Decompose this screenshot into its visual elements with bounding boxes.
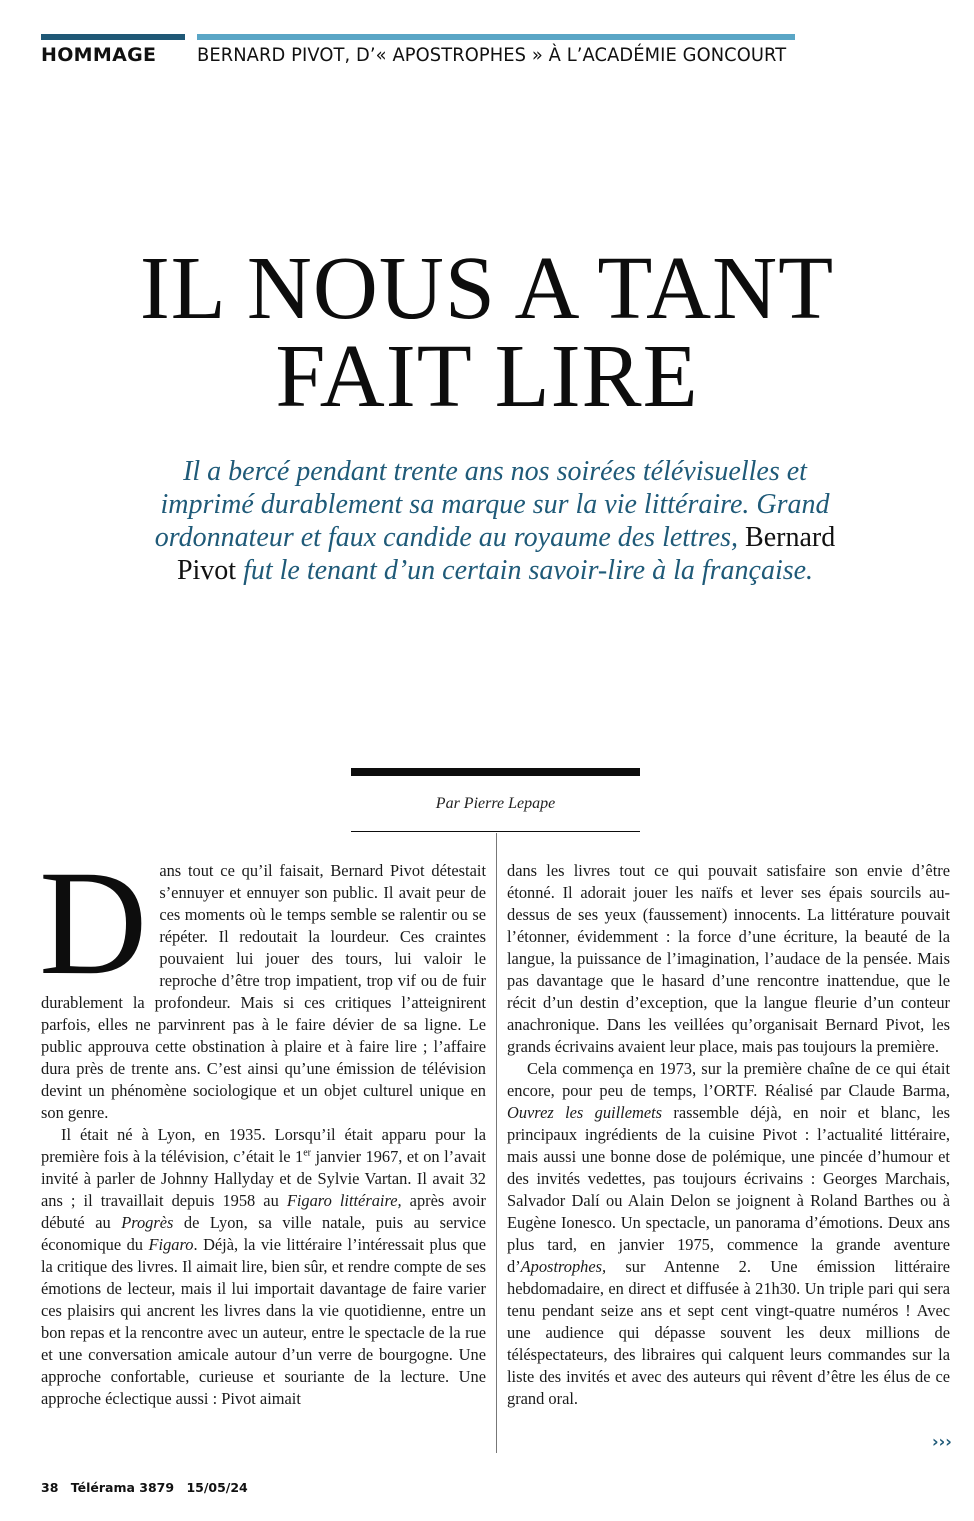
paragraph-text: de Lyon, sa ville natale, puis au service économique du xyxy=(41,1213,486,1254)
paragraph xyxy=(41,1124,486,1410)
paragraph-text: dans les livres tout ce qui pouvait satisfaire son envie d’être étonné. Il adorait jouer les naïfs et lever ses épais sourcils au-dessus de ses yeux (faussement) innocents. La littérature pouvait l’étonner, évidemment : la force d’une écriture, la beauté de la langue, la puissance de l’imagination, l’audace de la pensée. Mais pas davantage que le hasard d’une rencontre inattendue, que le récit d’un destin d’exception, que la langue fleurie d’un conteur anachronique. Dans les veillées qu’organisait Bernard Pivot, les grands écrivains avaient leur place, mais pas toujours la première. xyxy=(507,861,950,1056)
paragraph-text: après avoir débuté au xyxy=(41,1191,487,1232)
paragraph-text: sur Antenne 2. Une émission littéraire hebdomadaire, en direct et diffusée à 21h30. Un triple pari qui sera tenu pendant seize ans et sept cent vingt-quatre numéros ! Avec une audience qui dépasse souvent les deux millions de téléspectateurs, des libraires qui calquent leurs commandes sur la liste des invités et avec des auteurs qui rêvent d’être les élus de ce grand oral. xyxy=(507,1257,950,1408)
drop-cap: D xyxy=(39,840,148,1006)
section-bar xyxy=(41,34,185,40)
issue-date: 15/05/24 xyxy=(186,1480,248,1495)
paragraph-text: . Déjà, la vie littéraire l’intéressait plus que la critique des livres. Il aimait lire, bien sûr, et rendre compte de ses émotions de lecteur, mais il lui importait davantage de faire varier ces plaisirs qui ancrent les livres dans la vie quotidienne, entre un bon repas et la rencontre avec un auteur, entre le spectacle de la rue et une conversation amicale autour d’un verre de bourgogne. Une approche confortable, curieuse et souriante de la lecture. Une approche éclectique aussi : Pivot aimait xyxy=(41,1235,486,1408)
title-line-1: IL NOUS A TANT xyxy=(139,239,835,338)
magazine-issue: Télérama 3879 xyxy=(70,1480,175,1495)
topic-label: BERNARD PIVOT, D’« APOSTROPHES » À L’ACADÉMIE GONCOURT xyxy=(197,44,787,66)
article-lede xyxy=(150,455,840,587)
article-column-right xyxy=(507,860,950,1410)
byline-rule-thin xyxy=(351,831,640,832)
lede-subject-name: Bernard Pivot xyxy=(176,522,836,586)
publication-name: Figaro littéraire, xyxy=(286,1191,402,1210)
paragraph-text: janvier 1967, et on l’avait invité à parler de Johnny Hallyday et de Sylvie Vartan. Il avait 32 ans ; il travaillait depuis 1958 au xyxy=(41,1147,486,1210)
superscript: er xyxy=(303,1147,312,1159)
article-title xyxy=(0,239,974,426)
paragraph-text: rassemble déjà, en noir et blanc, les principaux ingrédients de la cuisine Pivot : l’actualité littéraire, mais aussi une bonne dose de polémique, une pincée d’humour et des invités vedettes, pas toujours écrivains : Georges Marchais, Salvador Dalí ou Alain Delon se joignent à Roland Barthes ou à Eugène Ionesco. Un spectacle, un panorama d’émotions. Deux ans plus tard, en janvier 1975, commence la grande aventure d’ xyxy=(507,1103,950,1276)
paragraph xyxy=(507,860,950,1058)
topic-bar xyxy=(197,34,795,40)
section-label: HOMMAGE xyxy=(41,44,157,66)
title-line-2: FAIT LIRE xyxy=(275,327,699,426)
paragraph xyxy=(39,840,486,1124)
show-title: Ouvrez les guillemets xyxy=(507,1103,663,1122)
publication-name: Progrès xyxy=(121,1213,174,1232)
byline-rule-thick xyxy=(351,768,640,776)
paragraph xyxy=(507,1058,950,1410)
page-number: 38 xyxy=(41,1480,59,1495)
column-divider xyxy=(496,833,497,1453)
byline: Par Pierre Lepape xyxy=(435,795,556,812)
paragraph-text: Cela commença en 1973, sur la première chaîne de ce qui était encore, pour peu de temps, l’ORTF. Réalisé par Claude Barma, xyxy=(507,1059,950,1100)
lede-text-2: fut le tenant d’un certain savoir-lire à la française. xyxy=(243,555,814,586)
continue-arrow-icon: ››› xyxy=(932,1432,952,1451)
paragraph-text: ans tout ce qu’il faisait, Bernard Pivot détestait s’ennuyer et ennuyer son public. Il avait peur de ces moments où le temps semble se ralentir ou se répéter. Il redoutait la lourdeur. Ces craintes pouvaient lui jouer des tours, lui valoir le reproche d’être trop impatient, trop vif ou de fuir durablement la profondeur. Mais si ces critiques l’atteignirent parfois, elles ne parvinrent pas à le faire dévier de sa ligne. Le public approuva cette obstination à plaire et à faire lire ; l’affaire dura près de trente ans. C’est ainsi qu’une émission de télévision devint un phénomène sociologique et un objet culturel unique en son genre. xyxy=(41,861,486,1122)
article-column-left xyxy=(39,840,487,1410)
show-title: Apostrophes, xyxy=(520,1257,607,1276)
publication-name: Figaro xyxy=(148,1235,194,1254)
paragraph-text: Il était né à Lyon, en 1935. Lorsqu’il était apparu pour la première fois à la télévision, c’était le 1 xyxy=(41,1125,486,1166)
lede-text-1: Il a bercé pendant trente ans nos soirées télévisuelles et imprimé durablement sa marque sur la vie littéraire. Grand ordonnateur et faux candide au royaume des lettres, xyxy=(154,456,830,553)
page-footer xyxy=(41,1480,256,1495)
